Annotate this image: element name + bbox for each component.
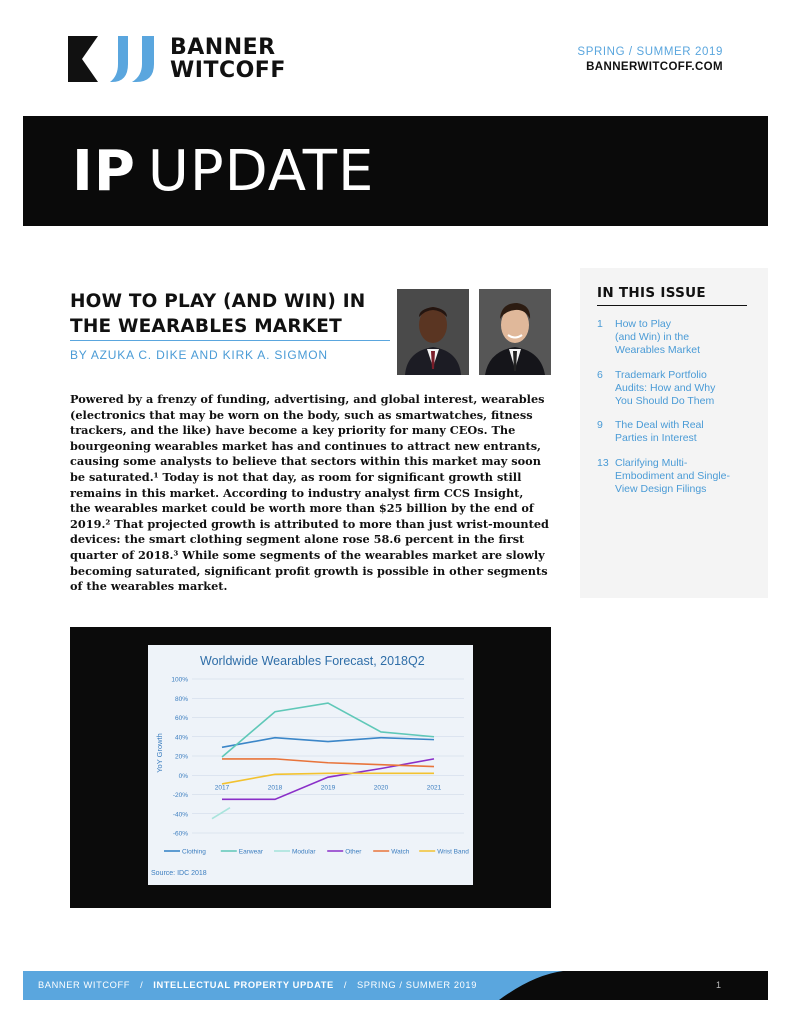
series-line-watch — [222, 759, 434, 767]
issue-season: SPRING / SUMMER 2019 — [577, 46, 723, 58]
legend-label: Earwear — [238, 848, 264, 856]
series-line-earwear — [222, 703, 434, 757]
toc-item-trademark-audits[interactable] — [597, 369, 757, 409]
author-portrait-sigmon — [479, 289, 551, 375]
toc-item-line: View Design Filings — [615, 483, 707, 495]
toc-page-number: 9 — [597, 419, 603, 431]
page-number: 1 — [716, 980, 722, 990]
x-tick-label: 2017 — [214, 784, 230, 792]
chart-title: Worldwide Wearables Forecast, 2018Q2 — [200, 654, 425, 668]
x-axis-ticks — [215, 784, 442, 791]
series-line-clothing — [222, 738, 434, 748]
y-tick-label: 100% — [171, 676, 188, 684]
toc-page-number: 6 — [597, 369, 603, 381]
toc-item-design-filings[interactable] — [597, 457, 757, 497]
publication-title — [72, 140, 374, 204]
chart-series-lines — [212, 703, 434, 819]
body-line: devices: the smart clothing segment alone rose 58.6 percent in the first — [70, 532, 525, 547]
y-tick-label: 60% — [174, 715, 188, 722]
y-tick-label: -20% — [172, 792, 188, 799]
toc-item-line: Parties in Interest — [615, 432, 697, 444]
x-tick-label: 2018 — [267, 784, 283, 792]
article-title-line-1: HOW TO PLAY (AND WIN) IN — [70, 291, 366, 312]
title-ip: IP — [72, 139, 136, 204]
website-link[interactable]: BANNERWITCOFF.COM — [586, 61, 723, 73]
toc-item-line: Audits: How and Why — [615, 382, 716, 394]
brand-line-1: BANNER — [170, 35, 276, 60]
toc-page-number: 1 — [597, 318, 603, 330]
footer-issue: SPRING / SUMMER 2019 — [357, 980, 477, 990]
y-tick-label: 20% — [174, 753, 188, 761]
legend-label: Other — [345, 848, 362, 856]
body-line: the wearables market could be worth more than $25 billion by the end of — [70, 501, 534, 516]
legend-label: Watch — [391, 848, 410, 856]
toc-item-line: You Should Do Them — [615, 395, 715, 407]
body-line: of the wearables market. — [70, 579, 228, 594]
title-divider — [70, 340, 390, 341]
article-title — [70, 289, 390, 339]
chart-source: Source: IDC 2018 — [151, 870, 207, 877]
toc-item-line: Embodiment and Single- — [615, 470, 730, 482]
sidebar-divider — [597, 305, 747, 306]
body-line: bourgeoning wearables market has and continues to attract new entrants, — [70, 438, 541, 453]
article-byline: BY AZUKA C. DIKE AND KIRK A. SIGMON — [70, 348, 328, 362]
footer-text — [38, 980, 477, 990]
body-line: trackers, and the like) have become a key priority for many CEOs. The — [70, 423, 516, 438]
y-axis-ticks — [171, 677, 188, 838]
article-body — [70, 392, 550, 595]
toc-item-line: How to Play — [615, 318, 672, 330]
toc-item-wearables[interactable] — [597, 318, 757, 358]
legend-label: Wrist Band — [437, 848, 469, 856]
in-this-issue-heading: IN THIS ISSUE — [597, 285, 706, 301]
footer-firm: BANNER WITCOFF — [38, 980, 131, 990]
article-title-line-2: THE WEARABLES MARKET — [70, 316, 342, 337]
body-line: becoming saturated, significant profit growth is possible in other segments — [70, 563, 548, 578]
toc-item-real-parties[interactable] — [597, 419, 757, 446]
legend-label: Modular — [292, 848, 316, 856]
legend-label: Clothing — [182, 848, 206, 856]
author-portrait-dike — [397, 289, 469, 375]
x-tick-label: 2021 — [426, 784, 442, 792]
brand-name — [170, 36, 286, 82]
series-line-modular — [212, 808, 230, 819]
footer-separator: / — [140, 980, 144, 990]
body-line: be saturated.¹ Today is not that day, as room for significant growth still — [70, 469, 522, 484]
body-line: causing some analysts to believe that sectors within this market may soon — [70, 454, 541, 469]
body-line: remains in this market. According to industry analyst firm CCS Insight, — [70, 485, 524, 500]
toc-item-line: (and Win) in the — [615, 331, 690, 343]
brand-line-2: WITCOFF — [170, 58, 286, 83]
x-tick-label: 2020 — [373, 784, 389, 792]
toc-item-line: Wearables Market — [615, 344, 701, 356]
y-tick-label: -60% — [172, 830, 188, 838]
y-tick-label: -40% — [172, 811, 188, 819]
body-line: Powered by a frenzy of funding, advertising, and global interest, wearables — [70, 392, 545, 406]
wearables-forecast-chart — [148, 645, 473, 885]
y-axis-label: YoY Growth — [155, 733, 164, 773]
title-update: UPDATE — [147, 139, 375, 204]
toc-page-number: 13 — [597, 457, 609, 469]
body-line: quarter of 2018.³ While some segments of the wearables market are slowly — [70, 547, 545, 562]
body-line: 2019.² That projected growth is attributed to more than just wrist-mounted — [70, 516, 549, 531]
body-line: (electronics that may be worn on the body, such as smartwatches, fitness — [70, 407, 533, 422]
x-tick-label: 2019 — [320, 784, 336, 792]
chart-gridlines — [192, 679, 464, 833]
banner-witcoff-logo-mark — [68, 36, 164, 82]
series-line-wrist-band — [222, 773, 434, 784]
toc-item-line: The Deal with Real — [615, 419, 704, 431]
y-tick-label: 0% — [178, 772, 188, 780]
y-tick-label: 80% — [174, 695, 188, 703]
footer-separator: / — [343, 980, 347, 990]
chart-legend — [164, 849, 469, 856]
toc-item-line: Clarifying Multi- — [615, 457, 688, 469]
toc-item-line: Trademark Portfolio — [615, 369, 707, 381]
y-tick-label: 40% — [174, 734, 188, 742]
footer-publication: INTELLECTUAL PROPERTY UPDATE — [153, 980, 334, 990]
